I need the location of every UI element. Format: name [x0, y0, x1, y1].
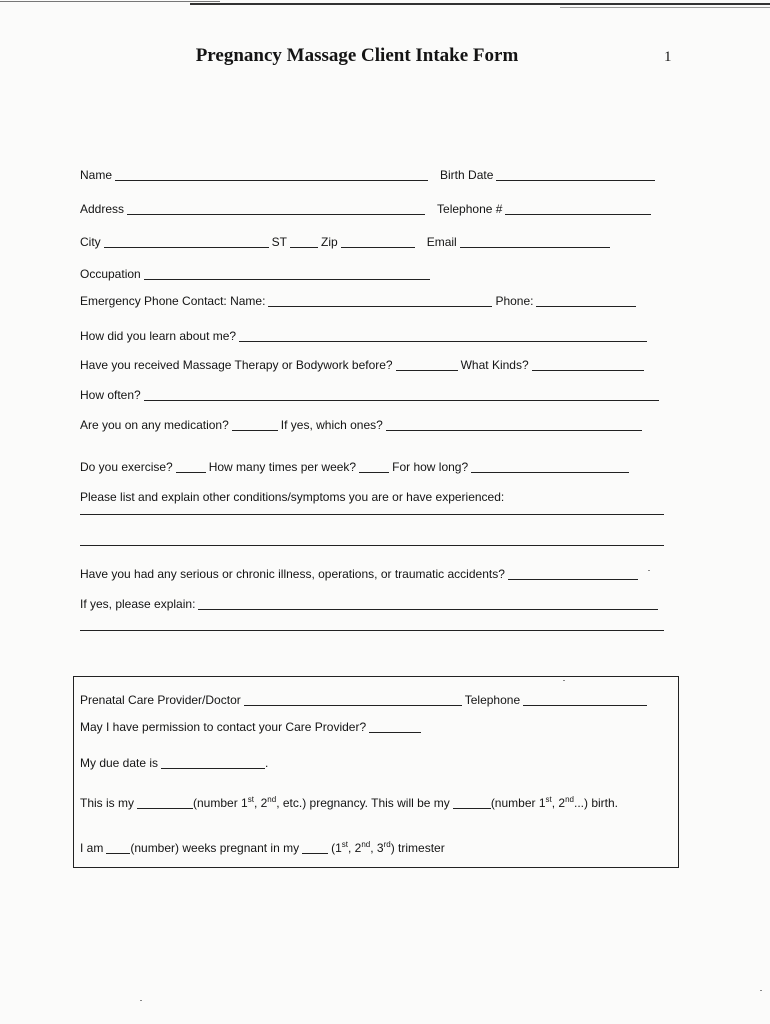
row-pregnancy-number	[80, 792, 618, 810]
exercise-label: Do you exercise?	[80, 460, 173, 474]
illness-field[interactable]	[508, 567, 638, 580]
scan-speck	[563, 680, 565, 681]
row-provider	[80, 689, 650, 707]
row-how-often	[80, 384, 662, 402]
provider-telephone-field[interactable]	[523, 693, 647, 706]
sup-nd: nd	[267, 795, 277, 804]
learn-about-label: How did you learn about me?	[80, 329, 237, 343]
telephone-field[interactable]	[505, 202, 651, 215]
illness-label: Have you had any serious or chronic illness, operations, or traumatic accidents?	[80, 567, 505, 581]
which-ones-field[interactable]	[386, 418, 642, 431]
birth-number-field[interactable]	[453, 796, 491, 809]
pregnancy-number-field[interactable]	[137, 796, 193, 809]
medication-field[interactable]	[232, 418, 278, 431]
scan-line	[190, 3, 770, 5]
conditions-label: Please list and explain other conditions/symptoms you are or have experienced:	[80, 490, 505, 504]
provider-telephone-label: Telephone	[464, 693, 521, 707]
weeks-field[interactable]	[106, 841, 130, 854]
scan-speck	[760, 990, 762, 991]
due-date-field[interactable]	[161, 756, 265, 769]
how-often-field[interactable]	[144, 388, 659, 401]
sup-rd: rd	[383, 840, 391, 849]
sup-st: st	[341, 840, 348, 849]
explain-field[interactable]	[198, 597, 658, 610]
emergency-phone-field[interactable]	[536, 294, 636, 307]
st-field[interactable]	[290, 235, 318, 248]
row-address	[80, 198, 654, 216]
provider-field[interactable]	[244, 693, 462, 706]
city-label: City	[80, 235, 101, 249]
due-date-period: .	[265, 756, 269, 770]
trimester-text-d: ) trimester	[390, 841, 445, 855]
row-city	[80, 231, 613, 249]
zip-label: Zip	[321, 235, 338, 249]
row-illness	[80, 563, 641, 581]
medication-label: Are you on any medication?	[80, 418, 229, 432]
pregnancy-text-c: , etc.) pregnancy. This will be my	[276, 796, 450, 810]
exercise-field[interactable]	[176, 460, 206, 473]
email-label: Email	[426, 235, 457, 249]
sup-nd: nd	[565, 795, 574, 804]
name-field[interactable]	[115, 168, 428, 181]
zip-field[interactable]	[341, 235, 415, 248]
birth-date-field[interactable]	[496, 168, 655, 181]
birth-text-b: , 2	[551, 796, 566, 810]
row-due-date	[80, 752, 268, 770]
how-long-label: For how long?	[392, 460, 469, 474]
name-label: Name	[80, 168, 113, 182]
row-explain	[80, 593, 661, 611]
row-name	[80, 164, 658, 182]
times-per-week-label: How many times per week?	[208, 460, 357, 474]
row-emergency	[80, 290, 639, 308]
scan-speck	[648, 570, 650, 571]
occupation-label: Occupation	[80, 267, 141, 281]
scan-speck	[140, 1000, 142, 1001]
row-massage-before	[80, 354, 647, 372]
this-is-my-label: This is my	[80, 796, 134, 810]
permission-label: May I have permission to contact your Care Provider?	[80, 720, 367, 734]
row-learn	[80, 325, 650, 343]
what-kinds-field[interactable]	[532, 358, 644, 371]
pregnancy-text-b: , 2	[253, 796, 268, 810]
address-label: Address	[80, 202, 125, 216]
email-field[interactable]	[460, 235, 610, 248]
explain-label: If yes, please explain:	[80, 597, 196, 611]
sup-st: st	[545, 795, 552, 804]
sup-st: st	[247, 795, 254, 804]
which-ones-label: If yes, which ones?	[280, 418, 383, 432]
massage-before-field[interactable]	[396, 358, 458, 371]
trimester-field[interactable]	[302, 841, 328, 854]
provider-label: Prenatal Care Provider/Doctor	[80, 693, 241, 707]
st-label: ST	[271, 235, 288, 249]
permission-field[interactable]	[369, 720, 421, 733]
scan-line	[0, 1, 220, 2]
weeks-text: (number) weeks pregnant in my	[130, 841, 300, 855]
massage-before-label: Have you received Massage Therapy or Bodywork before?	[80, 358, 393, 372]
occupation-field[interactable]	[144, 267, 430, 280]
what-kinds-label: What Kinds?	[460, 358, 529, 372]
row-occupation	[80, 263, 433, 281]
scan-edge-marks	[0, 0, 770, 12]
row-medication	[80, 414, 645, 432]
due-date-label: My due date is	[80, 756, 159, 770]
learn-about-field[interactable]	[239, 329, 647, 342]
phone-label: Phone:	[495, 294, 534, 308]
pregnancy-text-a: (number 1	[193, 796, 248, 810]
birth-date-label: Birth Date	[440, 168, 494, 182]
birth-text-a: (number 1	[490, 796, 546, 810]
row-exercise	[80, 456, 632, 474]
explain-line-2[interactable]	[80, 630, 664, 631]
page-number: 1	[664, 49, 672, 65]
emergency-contact-label: Emergency Phone Contact: Name:	[80, 294, 266, 308]
how-often-label: How often?	[80, 388, 141, 402]
address-field[interactable]	[127, 202, 425, 215]
trimester-text-c: , 3	[370, 841, 384, 855]
form-title: Pregnancy Massage Client Intake Form	[195, 45, 519, 66]
row-conditions	[80, 486, 504, 504]
times-per-week-field[interactable]	[359, 460, 389, 473]
emergency-name-field[interactable]	[268, 294, 492, 307]
conditions-line-1[interactable]	[80, 514, 664, 515]
telephone-label: Telephone #	[437, 202, 503, 216]
scan-line	[560, 7, 770, 8]
birth-text-c: ...) birth.	[574, 796, 619, 810]
trimester-text-a: (1	[331, 841, 342, 855]
conditions-line-2[interactable]	[80, 545, 664, 546]
row-weeks-pregnant	[80, 837, 445, 855]
how-long-field[interactable]	[471, 460, 629, 473]
i-am-label: I am	[80, 841, 104, 855]
sup-nd: nd	[361, 840, 371, 849]
row-permission	[80, 716, 424, 734]
city-field[interactable]	[104, 235, 269, 248]
trimester-text-b: , 2	[348, 841, 362, 855]
